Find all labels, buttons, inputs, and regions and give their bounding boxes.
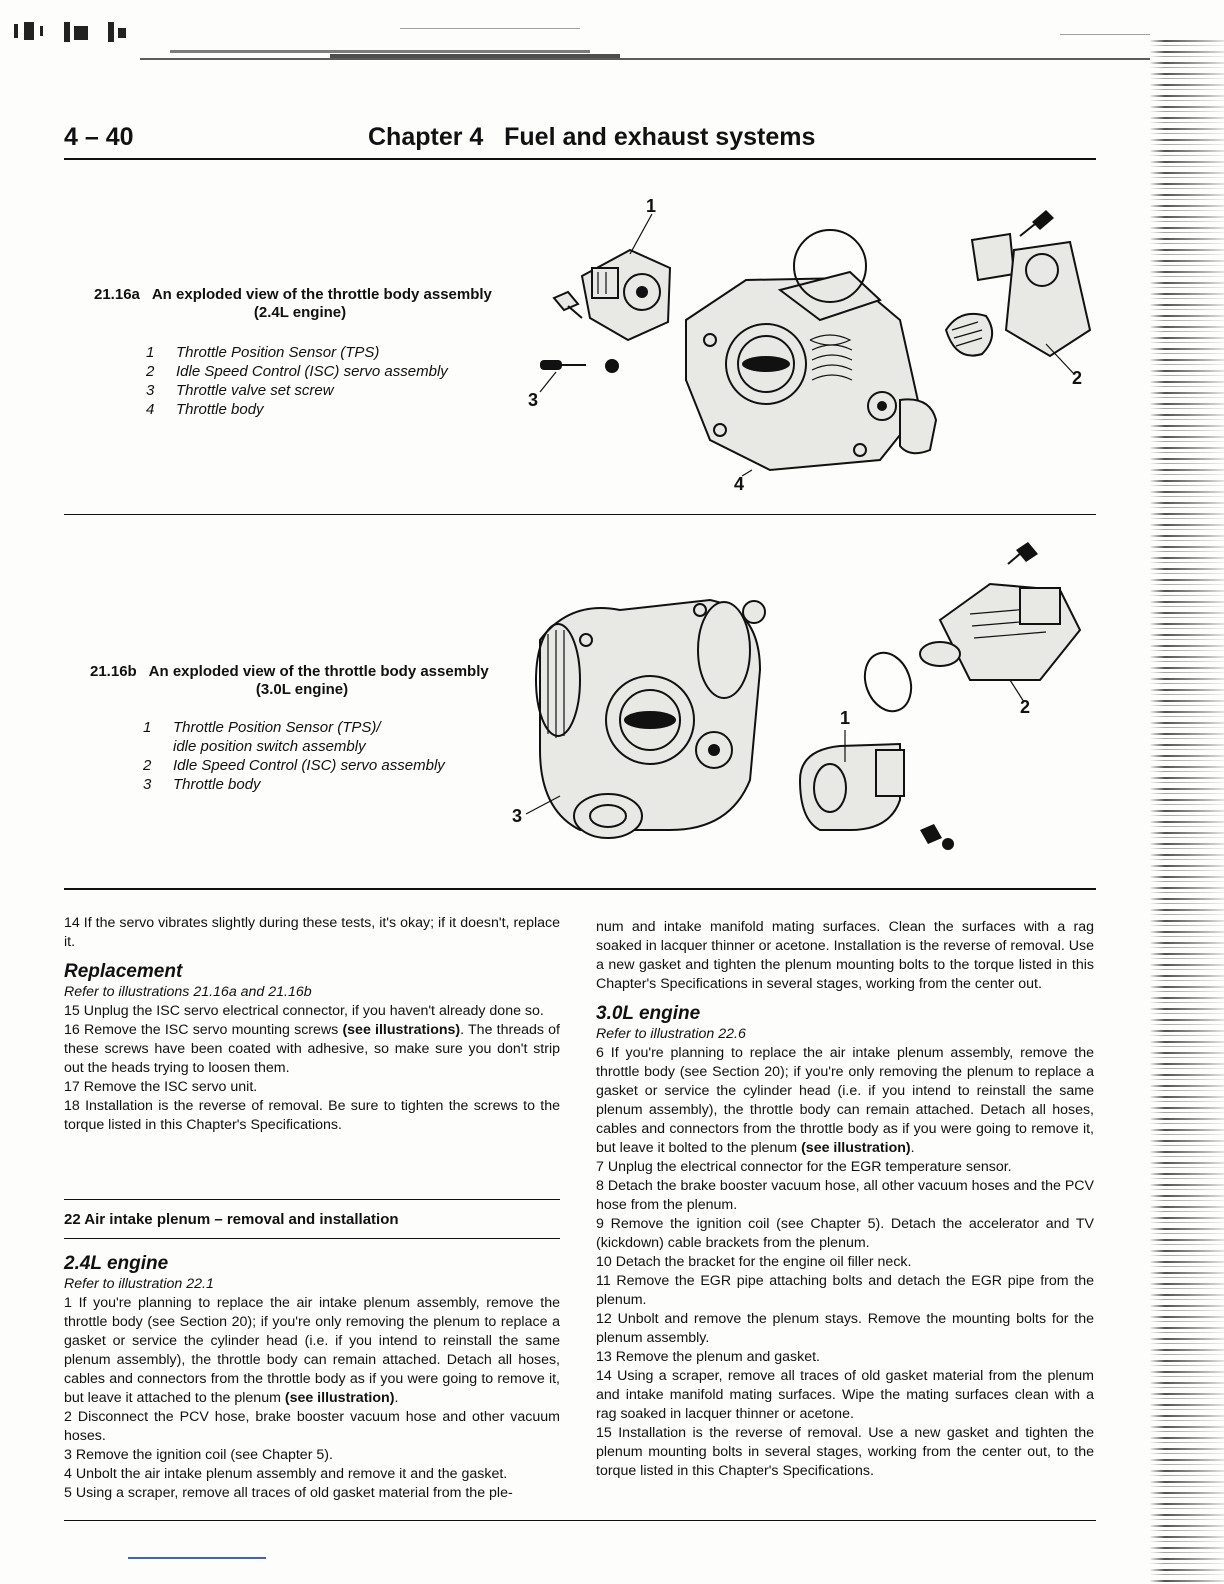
section-rule-top: [64, 1199, 560, 1200]
paragraph-14: 14 If the servo vibrates slightly during these tests, it's okay; if it doesn't, replace it.: [64, 915, 560, 950]
figure-b-legend: [143, 718, 503, 794]
figure-b-subtitle: (3.0L engine): [255, 681, 349, 698]
tps-sensor-drawing: [582, 250, 670, 340]
paragraph-15: 15 Unplug the ISC servo electrical connector, if you haven't already done so.: [64, 1003, 544, 1019]
step-4: 4 Unbolt the air intake plenum assembly and remove it and the gasket.: [64, 1466, 508, 1482]
cap-drawing: [743, 601, 765, 623]
section-rule-bottom: [64, 1238, 560, 1239]
figure-a-illustration: [520, 180, 1130, 500]
right-column: [596, 918, 1094, 1481]
footer-rule: [64, 1520, 1096, 1521]
legend-item: 3 Throttle valve set screw: [146, 382, 334, 399]
step-1: 1 If you're planning to replace the air intake plenum assembly, remove the throttle body (see Section 20); if you're only removing the plenum to replace a gasket or service the cylinder head (i.e. if you intend to reinstall the same plenum assembly), the throttle body can remain attached. Detach all hoses, cables and connectors from the throttle body as if you were going to remove it, but leave it attached to the plenum (see illustration).: [64, 1295, 560, 1406]
figure-a-subtitle: (2.4L engine): [253, 304, 347, 321]
legend-item: 3 Throttle body: [143, 776, 261, 793]
figure-a-callout-3: 3: [528, 390, 539, 410]
step-11: 11 Remove the EGR pipe attaching bolts and detach the EGR pipe from the plenum.: [596, 1273, 1094, 1308]
step-12: 12 Unbolt and remove the plenum stays. Remove the mounting bolts for the plenum assembly.: [596, 1311, 1094, 1346]
paragraph-18: 18 Installation is the reverse of removal. Be sure to tighten the screws to the torque listed in this Chapter's Specifications.: [64, 1098, 560, 1133]
engine-30-heading: 3.0L engine: [596, 1003, 701, 1024]
figure-b-callout-1: 1: [840, 708, 851, 728]
figure-b-id: 21.16b: [90, 663, 137, 680]
step-7: 7 Unplug the electrical connector for the EGR temperature sensor.: [596, 1159, 1012, 1175]
figure-bottom-rule: [64, 888, 1096, 890]
figure-a-caption: [94, 285, 534, 304]
tps-3l-drawing: [800, 744, 954, 850]
engine-24-ref: Refer to illustration 22.1: [64, 1276, 214, 1292]
step-9: 9 Remove the ignition coil (see Chapter 5). Detach the accelerator and TV (kickdown) cable brackets from the plenum.: [596, 1216, 1094, 1251]
legend-item: 4 Throttle body: [146, 401, 264, 418]
left-column: [64, 914, 560, 1135]
continued-paragraph: num and intake manifold mating surfaces. Clean the surfaces with a rag soaked in lacquer thinner or acetone. Installation is the reverse of removal. Use a new gasket and tighten the plenum mounting bolts to the torque listed in this Chapter's Specifications in several stages, working from the center out.: [596, 919, 1094, 992]
paragraph-16: 16 Remove the ISC servo mounting screws (see illustrations). The threads of these screws have been coated with adhesive, so make sure you don't strip out the heads trying to loosen them.: [64, 1022, 560, 1076]
step-8: 8 Detach the brake booster vacuum hose, all other vacuum hoses and the PCV hose from the plenum.: [596, 1178, 1094, 1213]
replacement-ref: Refer to illustrations 21.16a and 21.16b: [64, 984, 312, 1000]
page-number: 4 – 40: [64, 123, 134, 151]
step-6: 6 If you're planning to replace the air intake plenum assembly, remove the throttle body (see Section 20); if you're only removing the plenum to replace a gasket or service the cylinder head (i.e. if you intend to reinstall the same plenum assembly), the throttle body can remain attached. Detach all hoses, cables and connectors from the throttle body as if you were going to remove it, but leave it bolted to the plenum (see illustration).: [596, 1045, 1094, 1156]
step-3: 3 Remove the ignition coil (see Chapter 5).: [64, 1447, 333, 1463]
bottom-link-underline: [128, 1557, 266, 1559]
figure-a-callout-4: 4: [734, 474, 745, 494]
o-ring-drawing: [857, 646, 919, 717]
chapter-title: Chapter 4 Fuel and exhaust systems: [368, 123, 816, 151]
legend-item: idle position switch assembly: [173, 738, 366, 755]
figure-a-callout-1: 1: [646, 196, 657, 216]
engine-24-heading: 2.4L engine: [64, 1253, 169, 1274]
figure-a-title: An exploded view of the throttle body assembly: [151, 286, 492, 303]
figure-a-id: 21.16a: [94, 286, 140, 303]
step-14: 14 Using a scraper, remove all traces of old gasket material from the plenum and intake manifold mating surfaces. Wipe the mating surfaces clean with a rag soaked in lacquer thinner or acetone.: [596, 1368, 1094, 1422]
step-13: 13 Remove the plenum and gasket.: [596, 1349, 820, 1365]
legend-item: 2 Idle Speed Control (ISC) servo assembly: [143, 757, 445, 774]
legend-item: 1 Throttle Position Sensor (TPS)/: [143, 719, 381, 736]
section-22-heading: 22 Air intake plenum – removal and installation: [64, 1211, 399, 1228]
isc-servo-3l-drawing: [920, 542, 1080, 680]
figure-b-caption: [90, 662, 530, 681]
legend-item: 1 Throttle Position Sensor (TPS): [146, 344, 380, 361]
throttle-body-drawing: [686, 230, 936, 470]
header-rule: [64, 158, 1096, 160]
step-2: 2 Disconnect the PCV hose, brake booster vacuum hose and other vacuum hoses.: [64, 1409, 560, 1444]
engine-30-ref: Refer to illustration 22.6: [596, 1026, 746, 1042]
step-5: 5 Using a scraper, remove all traces of old gasket material from the ple-: [64, 1485, 513, 1501]
figure-a-legend: [146, 343, 506, 419]
figure-b-callout-3: 3: [512, 806, 523, 826]
paragraph-17: 17 Remove the ISC servo unit.: [64, 1079, 258, 1095]
isc-servo-drawing: [946, 210, 1090, 356]
figure-b-title: An exploded view of the throttle body assembly: [148, 663, 489, 680]
figure-divider: [64, 514, 1096, 515]
replacement-heading: Replacement: [64, 961, 183, 982]
figure-b-callout-2: 2: [1020, 697, 1031, 717]
scan-artifact-top: [0, 0, 1224, 70]
figure-a-callout-2: 2: [1072, 368, 1083, 388]
step-10: 10 Detach the bracket for the engine oil filler neck.: [596, 1254, 912, 1270]
left-column-section-22: [64, 1244, 560, 1503]
legend-item: 2 Idle Speed Control (ISC) servo assembly: [146, 363, 448, 380]
throttle-body-3l-drawing: [536, 600, 760, 838]
scan-edge-artifact: [1150, 40, 1224, 1584]
step-15: 15 Installation is the reverse of removal. Use a new gasket and tighten the plenum mounting bolts in several stages, working from the center out, to the torque listed in this Chapter's Specifications.: [596, 1425, 1094, 1479]
